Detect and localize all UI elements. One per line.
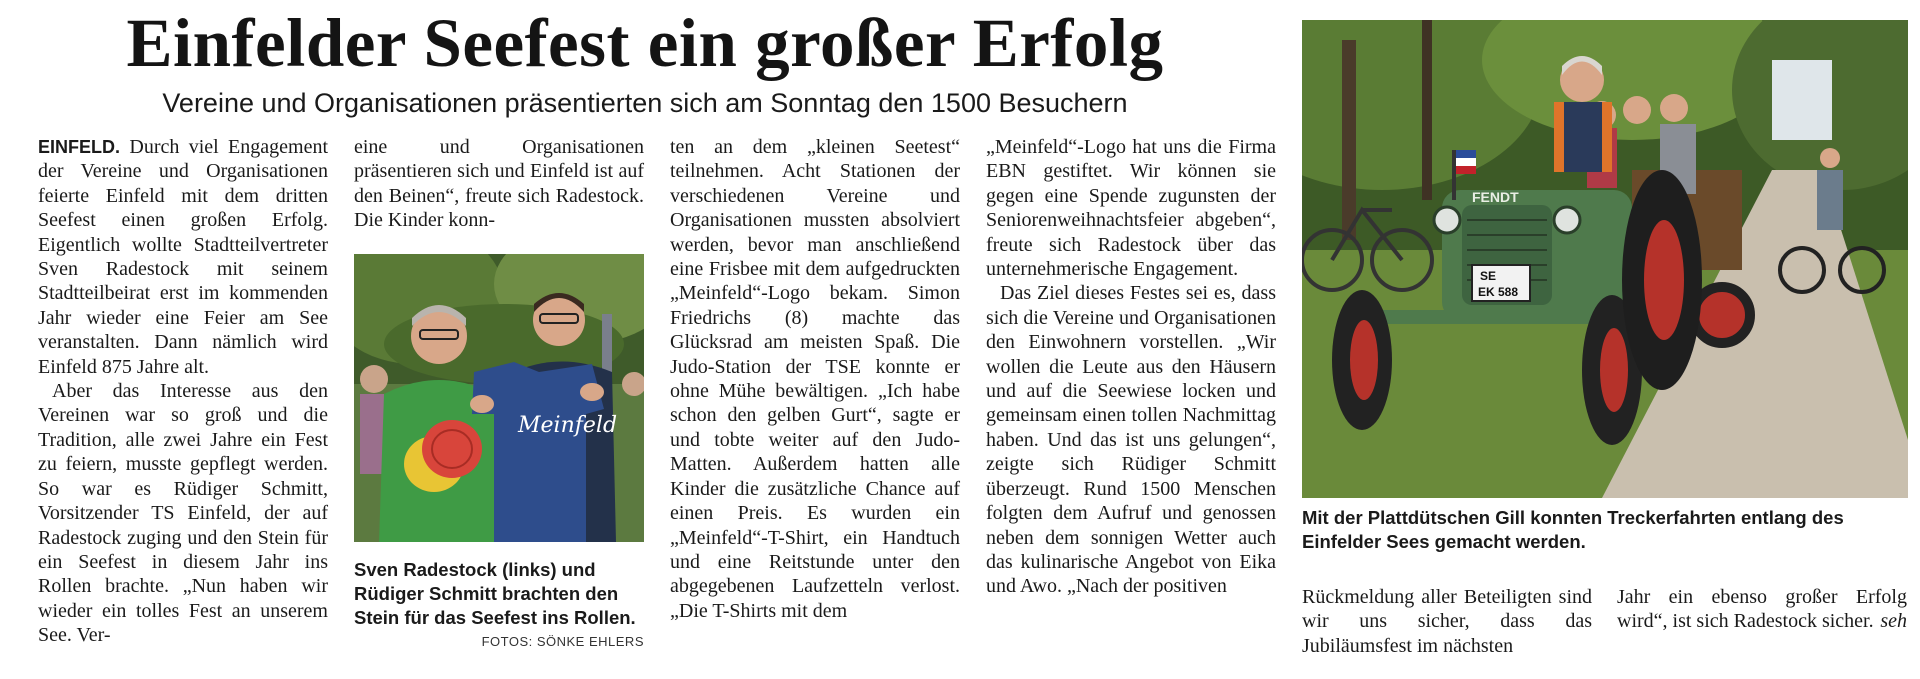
- plate-line-1: SE: [1480, 269, 1497, 283]
- article-column-1: [38, 135, 328, 648]
- photo-tractor-ride: [1302, 20, 1908, 498]
- article-paragraph-1: [38, 135, 328, 379]
- column-4-paragraph-1: „Meinfeld“-Logo hat uns die Firma EBN gestiftet. Wir können sie gegen eine Spende zugunsten der Seniorenweihnachtsfeier abgeben“, freute sich Radestock über das unternehmerische Engagement.: [986, 136, 1276, 281]
- article-column-3: [670, 135, 960, 623]
- photo-caption-1: Sven Radestock (links) und Rüdiger Schmitt brachten den Stein für das Seefest ins Rollen.: [354, 559, 636, 628]
- article-column-4: [986, 135, 1276, 599]
- photo-credit: FOTOS: SÖNKE EHLERS: [481, 634, 644, 649]
- article-column-5: [1302, 585, 1592, 658]
- shirt-logo-text: Meinfeld: [518, 413, 618, 438]
- column-5-text: Rückmeldung aller Beteiligten sind wir uns sicher, dass das Jubiläumsfest im nächsten: [1302, 586, 1592, 657]
- author-signature: seh: [1880, 610, 1907, 633]
- article-headline: Einfelder Seefest ein großer Erfolg: [126, 5, 1164, 81]
- photo-radestock-schmitt: [354, 254, 644, 542]
- article-paragraph-2: Aber das Interesse aus den Vereinen war so groß und die Tradition, alle zwei Jahre ein Fest zu feiern, musste gepflegt werden. So war es Rüdiger Schmitt, Vorsitzender TS Einfeld, der auf Radestock zuging und den Stein für ein Seefest in diesem Jahr ins Rollen brachte. „Nun haben wir wieder ein tolles Fest an unserem See. Ver-: [38, 380, 328, 647]
- column-3-text: ten an dem „kleinen Seetest“ teilnehmen. Acht Stationen der verschiedenen Vereine und Organisationen mussten absolviert werden, bevor man anschließend eine Frisbee mit dem aufgedruckten „Meinfeld“-Logo bekam. Simon Friedrichs (8) machte das Glücksrad am meisten Spaß. Die Judo-Station der TSE konnte er ohne Mühe bewältigen. „Ich habe schon den gelben Gurt“, sagte er und tobte weiter auf den Judo-Matten. Außerdem hatten alle Kinder die zusätzliche Chance auf einen Preis. Es wurden ein „Meinfeld“-T-Shirt, ein Handtuch und eine Reitstunde unter den abgegebenen Laufzetteln verlost. „Die T-Shirts mit dem: [670, 136, 960, 622]
- column-6-text: [1617, 585, 1907, 634]
- column-2-text: eine und Organisationen präsentieren sich und Einfeld ist auf den Beinen“, freute sich Radestock. Die Kinder konn-: [354, 136, 644, 232]
- dateline: EINFELD.: [38, 137, 121, 157]
- photo-caption-2: Mit der Plattdütschen Gill konnten Treckerfahrten entlang des Einfelder Sees gemacht werden.: [1302, 507, 1844, 552]
- plate-line-2: EK 588: [1478, 285, 1519, 299]
- paragraph-1-text: Durch viel Engagement der Vereine und Organisationen feierte Einfeld mit dem dritten Seefest einen großen Erfolg. Eigentlich wollte Stadtteilvertreter Sven Radestock mit seinem Stadtteilbeirat erst im kommenden Jahr wieder eine Feier am See veranstalten. Dann nämlich wird Einfeld 875 Jahre alt.: [38, 136, 329, 378]
- column-4-paragraph-2: Das Ziel dieses Festes sei es, dass sich die Vereine und Organisationen den Einwohnern vorstellen. „Wir wollen die Leute aus den Häusern und auf die Seewiese locken und gemeinsam einen tollen Nachmittag haben. Und das ist uns gelungen“, zeigte sich Rüdiger Schmitt überzeugt. Rund 1500 Menschen folgten dem Aufruf und genossen neben dem sonnigen Wetter auch das kulinarische Angebot von Eika und Awo. „Nach der positiven: [986, 282, 1276, 598]
- tractor-brand: FENDT: [1472, 189, 1519, 205]
- article-column-2: [354, 135, 644, 233]
- column-6-body: Jahr ein ebenso großer Erfolg wird“, ist sich Radestock sicher.: [1617, 586, 1907, 633]
- article-column-6: [1617, 585, 1907, 634]
- article-subheadline: Vereine und Organisationen präsentierten sich am Sonntag den 1500 Besuchern: [162, 88, 1128, 118]
